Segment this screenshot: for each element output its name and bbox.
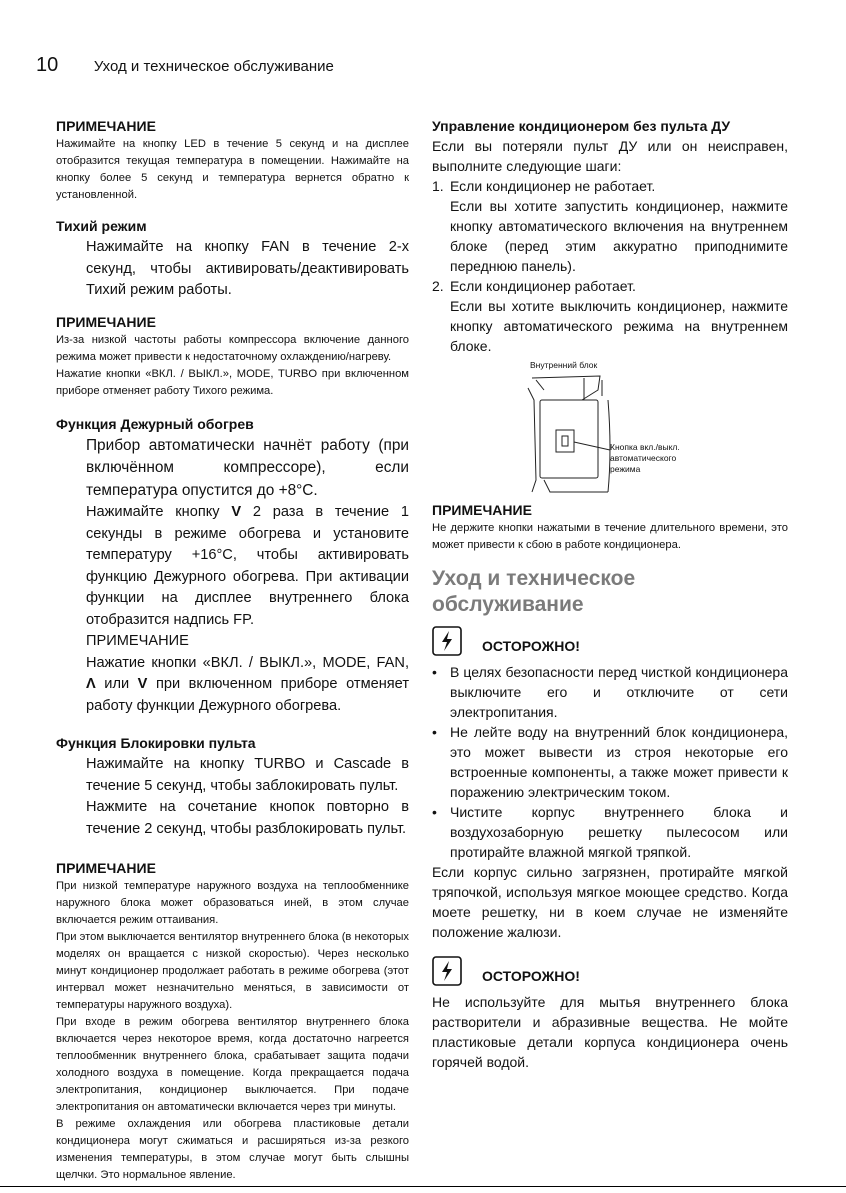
manual-intro: Если вы потеряли пульт ДУ или он неисправен, выполните следующие шаги: [432, 138, 788, 174]
warning-1 [432, 626, 788, 656]
standby-heating-title: Функция Дежурный обогрев [56, 415, 254, 432]
page-number: 10 [36, 54, 59, 76]
standby-text2-end: 2 раза в течение 1 секунды в режиме обогрева и установите температуру +16°С, чтобы активировать функцию Дежурного обогрева. При активации функции на дисплее внутреннего блока отобразится надпись FP. [86, 504, 409, 628]
warning-2-title: ОСТОРОЖНО! [482, 968, 580, 984]
page-header [36, 54, 334, 77]
right-note-text: Не держите кнопки нажатыми в течение длительного времени, это может привести к сбою в работе кондиционера. [432, 522, 788, 551]
note2-title: ПРИМЕЧАНИЕ [56, 313, 156, 330]
note3-p2: При этом выключается вентилятор внутреннего блока (в некоторых моделях он вращается с низкой скоростью). Через несколько минут кондиционер продолжает работать в режиме обогрева (этот интервал может незначительно меняться, в зависимости от температуры наружного воздуха). [56, 931, 409, 1011]
care-text: Если корпус сильно загрязнен, протирайте мягкой тряпочкой, используя мягкое моющее средство. Когда моете решетку, ни в коем случае не изменяйте положение жалюзи. [432, 864, 788, 940]
right-column [432, 118, 788, 1072]
note3-p4: В режиме охлаждения или обогрева пластиковые детали кондиционера могут сжиматься и расширяться из-за резкого изменения температуры, в этом случае могут быть слышны щелчки. Это нормальное явление. [56, 1118, 409, 1181]
bullet-text: В целях безопасности перед чисткой кондиционера выключите его и отключите от сети электропитания. [450, 664, 788, 720]
note2-text2: Нажатие кнопки «ВКЛ. / ВЫКЛ.», MODE, TURBO при включенном приборе отменяет работу Тихого режима. [56, 367, 409, 397]
diagram-label-indoor-unit: Внутренний блок [530, 360, 598, 370]
standby-note-title: ПРИМЕЧАНИЕ [86, 633, 189, 649]
note2-text1: Из-за низкой частоты работы компрессора включение данного режима может привести к недостаточному охлаждению/нагреву. [56, 333, 409, 363]
standby-text1: Прибор автоматически начнёт работу (при включённом компрессоре), если температура опустится до +8°С. [86, 436, 409, 499]
remote-lock-title: Функция Блокировки пульта [56, 735, 256, 751]
note3-p1: При низкой температуре наружного воздуха на теплообменнике наружного блока может образоваться иней, в этом случае включается режим оттаивания. [56, 880, 409, 926]
care-bullets [432, 662, 788, 862]
page-header-title: Уход и техническое обслуживание [93, 58, 334, 75]
standby-text2-start: Нажимайте кнопку [86, 504, 232, 520]
diagram-label-auto-button: Кнопка вкл./выкл. автоматического режима [610, 442, 680, 474]
list-item [432, 662, 788, 722]
standby-text2 [56, 502, 409, 631]
footer-rule [0, 1186, 846, 1187]
standby-text3-start: Нажатие кнопки «ВКЛ. / ВЫКЛ.», MODE, FAN, [86, 654, 409, 671]
standby-text3 [56, 653, 409, 718]
standby-text3-end: при включенном приборе отменяет работу функции Дежурного обогрева. [86, 676, 409, 714]
step-1-title: Если кондиционер не работает. [450, 178, 656, 194]
care-section-title: Уход и техническое обслуживание [432, 567, 636, 616]
step-1-number: 1. [432, 178, 444, 194]
step-2-title: Если кондиционер работает. [450, 278, 636, 294]
warning-2 [432, 956, 788, 986]
note3-title: ПРИМЕЧАНИЕ [56, 860, 156, 876]
step-1-text: Если вы хотите запустить кондиционер, нажмите кнопку автоматического включения на внутреннем блоке (перед этим аккуратно приподнимите переднюю панель). [450, 198, 788, 274]
bullet-text: Чистите корпус внутреннего блока и воздухозаборную решетку пылесосом или протирайте влажной мягкой тряпкой. [450, 804, 788, 860]
warning-2-text: Не используйте для мытья внутреннего блока растворители и абразивные вещества. Не мойте пластиковые детали корпуса кондиционера очень горячей водой. [432, 994, 788, 1070]
remote-lock-text2: Нажмите на сочетание кнопок повторно в течение 2 секунд, чтобы разблокировать пульт. [86, 799, 409, 837]
indoor-unit-diagram [432, 360, 788, 500]
note1-text: Нажимайте на кнопку LED в течение 5 секунд и на дисплее отобразится текущая температура в помещении. Нажимайте на кнопку более 5 секунд и температура вернется обратно к установленной. [56, 138, 409, 201]
warning-1-title: ОСТОРОЖНО! [482, 638, 580, 654]
right-note-title: ПРИМЕЧАНИЕ [432, 502, 532, 518]
quiet-mode-title: Тихий режим [56, 218, 147, 234]
list-item [432, 802, 788, 862]
bullet-mark: • [432, 804, 437, 820]
step-2-number: 2. [432, 278, 444, 294]
standby-text3-mid: или [104, 676, 138, 692]
bullet-mark: • [432, 664, 437, 680]
note3-p3: При входе в режим обогрева вентилятор внутреннего блока включается через некоторое время, когда достаточно нагреется теплообменник внутреннего блока, срабатывает защита подачи холодного воздуха в помещение. Когда прекращается подача электропитания, кондиционер выключается. При подаче электропитания он автоматически включается через три минуты. [56, 1016, 409, 1113]
quiet-mode-text: Нажимайте на кнопку FAN в течение 2-х секунд, чтобы активировать/деактивировать Тихий режим работы. [86, 239, 409, 298]
warning-icon [432, 626, 462, 656]
arrow-down-icon: V [137, 676, 148, 692]
arrow-down-icon: V [231, 504, 242, 520]
step-2-text: Если вы хотите выключить кондиционер, нажмите кнопку автоматического режима на внутреннем блоке. [450, 298, 788, 354]
warning-icon [432, 956, 462, 986]
manual-control-title: Управление кондиционером без пульта ДУ [432, 118, 731, 134]
bullet-text: Не лейте воду на внутренний блок кондиционера, это может вывести из строя некоторые его встроенные компоненты, а также может привести к поражению электрическим током. [450, 724, 788, 800]
left-column [56, 118, 409, 1184]
list-item [432, 722, 788, 802]
remote-lock-text1: Нажимайте на кнопку TURBO и Cascade в течение 5 секунд, чтобы заблокировать пульт. [86, 756, 409, 794]
arrow-up-icon: Λ [86, 676, 96, 692]
step-2 [432, 276, 788, 356]
bullet-mark: • [432, 724, 437, 740]
indoor-unit-illustration [432, 360, 788, 500]
note1-title: ПРИМЕЧАНИЕ [56, 118, 156, 134]
step-1 [432, 176, 788, 276]
